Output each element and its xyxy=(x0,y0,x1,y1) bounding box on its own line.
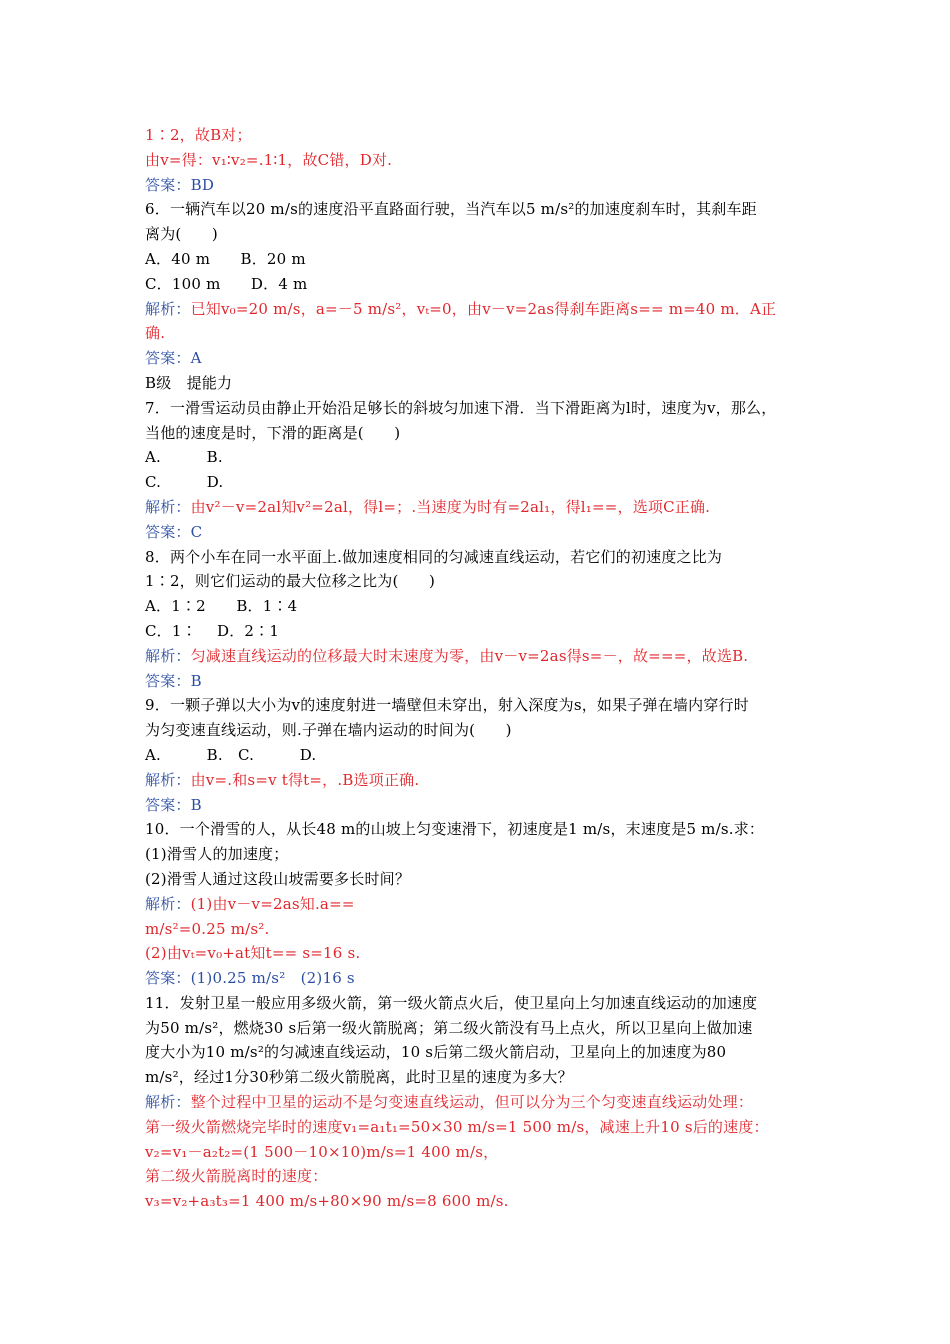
text-line: 6．一辆汽车以20 m/s的速度沿平直路面行驶，当汽车以5 m/s²的加速度刹车时，其刹车距 xyxy=(145,200,757,219)
text-line: (2)由vₜ=v₀+at知t== s=16 s. xyxy=(145,944,361,963)
text-line: C．1∶ D．2∶1 xyxy=(145,621,280,640)
text-line: 当他的速度是时，下滑的距离是( ) xyxy=(145,423,401,442)
text-line: (1)滑雪人的加速度； xyxy=(145,845,289,864)
text-line: 11．发射卫星一般应用多级火箭，第一级火箭点火后，使卫星向上匀加速直线运动的加速度 xyxy=(145,993,758,1012)
text-line: 1∶2，故B对； xyxy=(145,126,252,144)
text-line: 答案：B xyxy=(145,671,202,690)
text-line: A. B. C. D. xyxy=(145,745,317,764)
text-line: 10．一个滑雪的人，从长48 m的山坡上匀变速滑下，初速度是1 m/s，末速度是5 m/s.求： xyxy=(145,820,765,839)
analysis-label: 解析： xyxy=(145,497,191,516)
text-line xyxy=(145,495,815,520)
text-line: A．40 m B．20 m xyxy=(145,249,306,268)
text-line: m/s²=0.25 m/s². xyxy=(145,919,270,938)
analysis-text: 由v²－v=2al知v²=2al，得l=；.当速度为时有=2al₁，得l₁==，选项C正确. xyxy=(190,497,711,516)
text-line: 由v=得：v₁∶v₂=.1∶1，故C错，D对. xyxy=(145,150,393,169)
text-line: 第二级火箭脱离时的速度： xyxy=(145,1167,328,1186)
text-line: 离为( ) xyxy=(145,225,218,244)
text-line xyxy=(145,297,815,322)
analysis-text: 由v=.和s=v t得t=，.B选项正确. xyxy=(190,770,420,789)
analysis-label: 解析： xyxy=(145,646,191,665)
text-line: m/s²，经过1分30秒第二级火箭脱离，此时卫星的速度为多大？ xyxy=(145,1068,573,1087)
text-line: C. D. xyxy=(145,473,224,492)
analysis-label: 解析： xyxy=(145,1093,191,1112)
text-line: C．100 m D．4 m xyxy=(145,274,308,293)
analysis-text: 整个过程中卫星的运动不是匀变速直线运动，但可以分为三个匀变速直线运动处理： xyxy=(190,1093,754,1112)
analysis-label: 解析： xyxy=(145,299,191,318)
analysis-text: 匀减速直线运动的位移最大时末速度为零，由v－v=2as得s=－，故===，故选B. xyxy=(190,646,749,665)
text-line xyxy=(145,644,815,669)
text-line: A. B. xyxy=(145,448,223,467)
text-line xyxy=(145,892,815,917)
text-line: 答案：C xyxy=(145,522,203,541)
text-line: 7．一滑雪运动员由静止开始沿足够长的斜坡匀加速下滑．当下滑距离为l时，速度为v，那么， xyxy=(145,398,777,417)
text-line xyxy=(145,1090,815,1115)
text-line: 9．一颗子弹以大小为v的速度射进一墙壁但未穿出，射入深度为s，如果子弹在墙内穿行时 xyxy=(145,696,749,715)
text-line: 答案：B xyxy=(145,795,202,814)
text-line xyxy=(145,768,815,793)
text-line: 为匀变速直线运动，则.子弹在墙内运动的时间为( ) xyxy=(145,721,512,740)
text-line: B级 提能力 xyxy=(145,373,233,392)
document-body xyxy=(145,123,815,1214)
analysis-text: (1)由v－v=2as知.a== xyxy=(190,894,355,913)
text-line: 度大小为10 m/s²的匀减速直线运动，10 s后第二级火箭启动，卫星向上的加速度为80 xyxy=(145,1043,727,1062)
text-line: v₂=v₁－a₂t₂=(1 500－10×10)m/s=1 400 m/s， xyxy=(145,1142,499,1161)
analysis-text: 已知v₀=20 m/s，a=－5 m/s²，vₜ=0，由v－v=2as得刹车距离s== m=40 m．A正 xyxy=(190,299,777,318)
text-line: 为50 m/s²，燃烧30 s后第一级火箭脱离；第二级火箭没有马上点火，所以卫星向上做加速 xyxy=(145,1018,753,1037)
text-line: 答案：A xyxy=(145,349,202,368)
text-line: 确. xyxy=(145,324,166,343)
text-line: 答案：(1)0.25 m/s² (2)16 s xyxy=(145,969,355,988)
text-line: A．1∶2 B．1∶4 xyxy=(145,597,298,616)
analysis-label: 解析： xyxy=(145,894,191,913)
analysis-label: 解析： xyxy=(145,770,191,789)
text-line: 1∶2，则它们运动的最大位移之比为( ) xyxy=(145,572,435,591)
text-line: 8．两个小车在同一水平面上.做加速度相同的匀减速直线运动，若它们的初速度之比为 xyxy=(145,547,723,566)
text-line: 答案：BD xyxy=(145,175,215,194)
text-line: v₃=v₂+a₃t₃=1 400 m/s+80×90 m/s=8 600 m/s. xyxy=(145,1192,509,1211)
text-line: 第一级火箭燃烧完毕时的速度v₁=a₁t₁=50×30 m/s=1 500 m/s，减速上升10 s后的速度： xyxy=(145,1117,769,1136)
text-line: (2)滑雪人通过这段山坡需要多长时间？ xyxy=(145,869,411,888)
